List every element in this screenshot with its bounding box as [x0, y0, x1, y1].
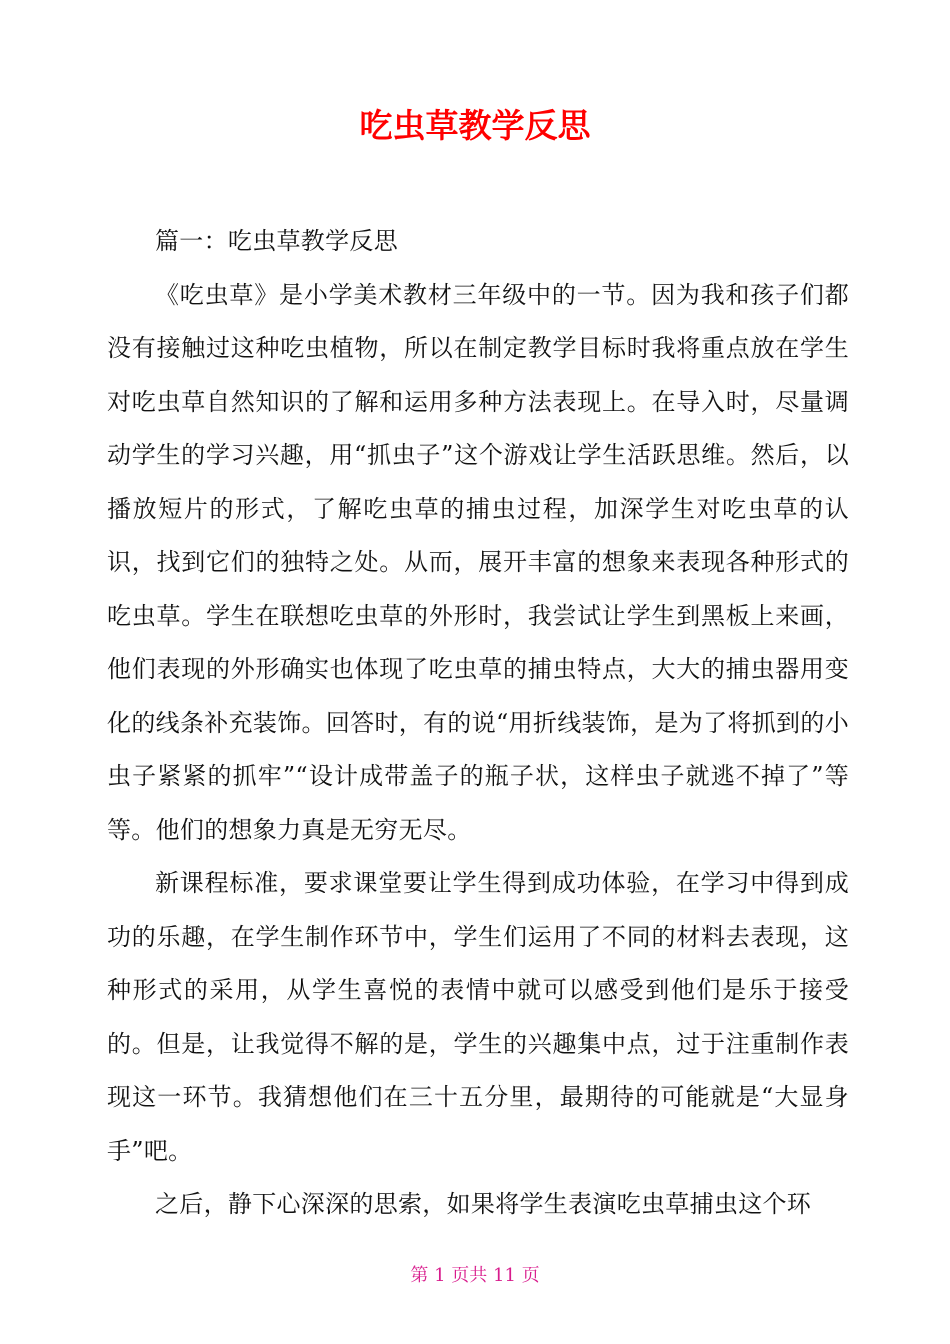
paragraph-1: 《吃虫草》是小学美术教材三年级中的一节。因为我和孩子们都没有接触过这种吃虫植物，所以在制定教学目标时我将重点放在学生对吃虫草自然知识的了解和运用多种方法表现上。在导入时，尽量调动学生的学习兴趣，用“抓虫子”这个游戏让学生活跃思维。然后，以播放短片的形式，了解吃虫草的捕虫过程，加深学生对吃虫草的认识，找到它们的独特之处。从而，展开丰富的想象来表现各种形式的吃虫草。学生在联想吃虫草的外形时，我尝试让学生到黑板上来画，他们表现的外形确实也体现了吃虫草的捕虫特点，大大的捕虫器用变化的线条补充装饰。回答时，有的说“用折线装饰，是为了将抓到的小虫子紧紧的抓牢”“设计成带盖子的瓶子状，这样虫子就逃不掉了”等等。他们的想象力真是无穷无尽。	[107, 280, 849, 844]
document-title: 吃虫草教学反思	[359, 106, 591, 145]
document-body	[107, 215, 849, 1232]
paragraph-3: 之后，静下心深深的思索，如果将学生表演吃虫草捕虫这个环	[155, 1190, 812, 1218]
page-footer: 第 1 页共 11 页	[410, 1265, 540, 1286]
section-heading: 篇一：吃虫草教学反思	[155, 227, 398, 255]
paragraph-2: 新课程标准，要求课堂要让学生得到成功体验，在学习中得到成功的乐趣，在学生制作环节中，学生们运用了不同的材料去表现，这种形式的采用，从学生喜悦的表情中就可以感受到他们是乐于接受的。但是，让我觉得不解的是，学生的兴趣集中点，过于注重制作表现这一环节。我猜想他们在三十五分里，最期待的可能就是“大显身手”吧。	[107, 869, 849, 1165]
